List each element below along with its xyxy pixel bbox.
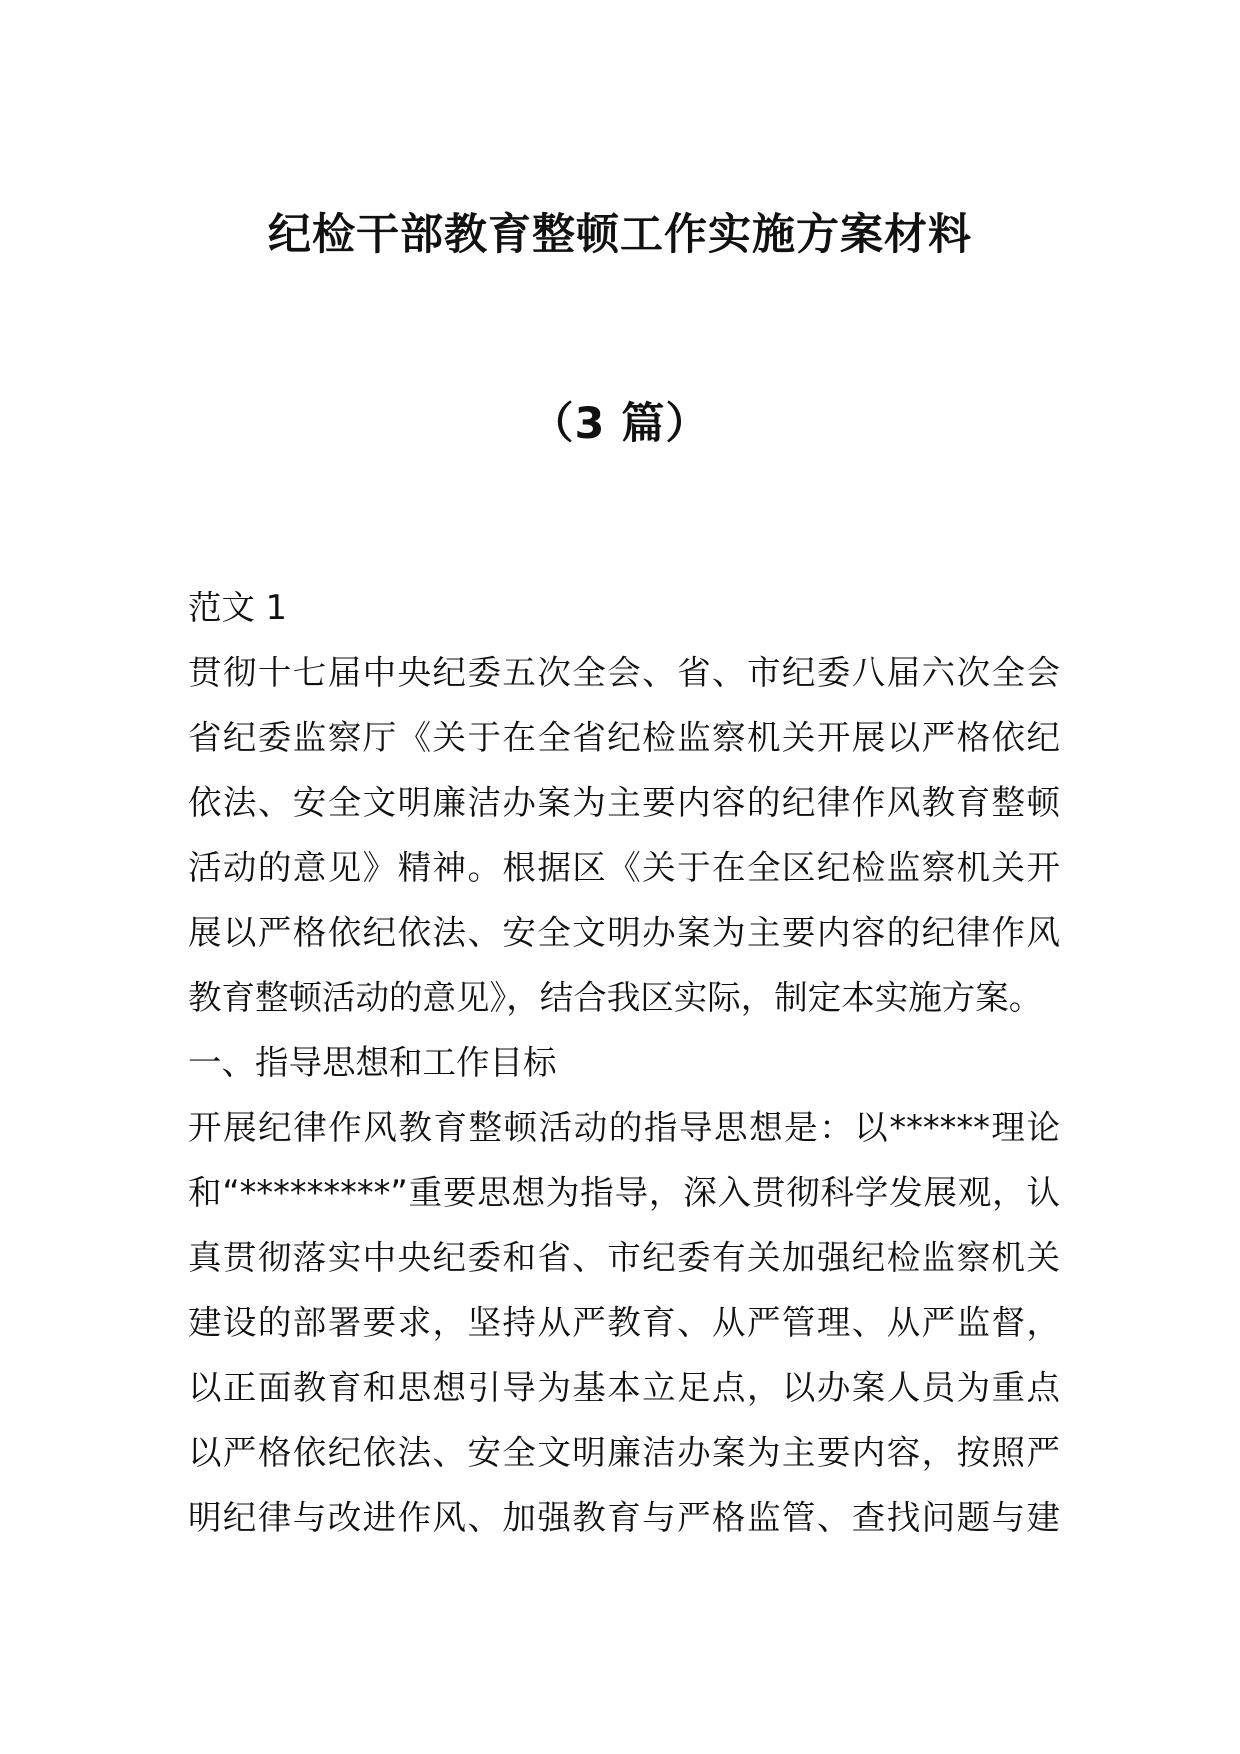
body-line: 依法、安全文明廉洁办案为主要内容的纪律作风教育整顿: [188, 783, 1060, 822]
body-line: 展以严格依纪依法、安全文明办案为主要内容的纪律作风: [188, 913, 1060, 952]
body-line: 活动的意见》精神。根据区《关于在全区纪检监察机关开: [188, 848, 1060, 887]
body-line: 建设的部署要求，坚持从严教育、从严管理、从严监督，: [188, 1303, 1060, 1342]
body-line: 省纪委监察厅《关于在全省纪检监察机关开展以严格依纪: [188, 718, 1060, 757]
body-line: 教育整顿活动的意见》，结合我区实际，制定本实施方案。: [188, 978, 1043, 1017]
body-line: 真贯彻落实中央纪委和省、市纪委有关加强纪检监察机关: [188, 1238, 1060, 1277]
section-label: 范文 1: [188, 588, 287, 627]
body-line: 和“*********”重要思想为指导，深入贯彻科学发展观，认: [188, 1173, 1060, 1212]
body-line: 以严格依纪依法、安全文明廉洁办案为主要内容，按照严: [188, 1433, 1060, 1472]
body-line: 以正面教育和思想引导为基本立足点，以办案人员为重点: [188, 1368, 1060, 1407]
document-title: 纪检干部教育整顿工作实施方案材料: [268, 210, 972, 260]
body-line: 开展纪律作风教育整顿活动的指导思想是：以******理论: [188, 1108, 1060, 1147]
body-line: 明纪律与改进作风、加强教育与严格监管、查找问题与建: [188, 1498, 1060, 1537]
document-subtitle: （3 篇）: [530, 399, 710, 449]
document-body: [188, 575, 1060, 1550]
body-line: 贯彻十七届中央纪委五次全会、省、市纪委八届六次全会: [188, 653, 1060, 692]
section-heading: 一、指导思想和工作目标: [188, 1043, 557, 1082]
